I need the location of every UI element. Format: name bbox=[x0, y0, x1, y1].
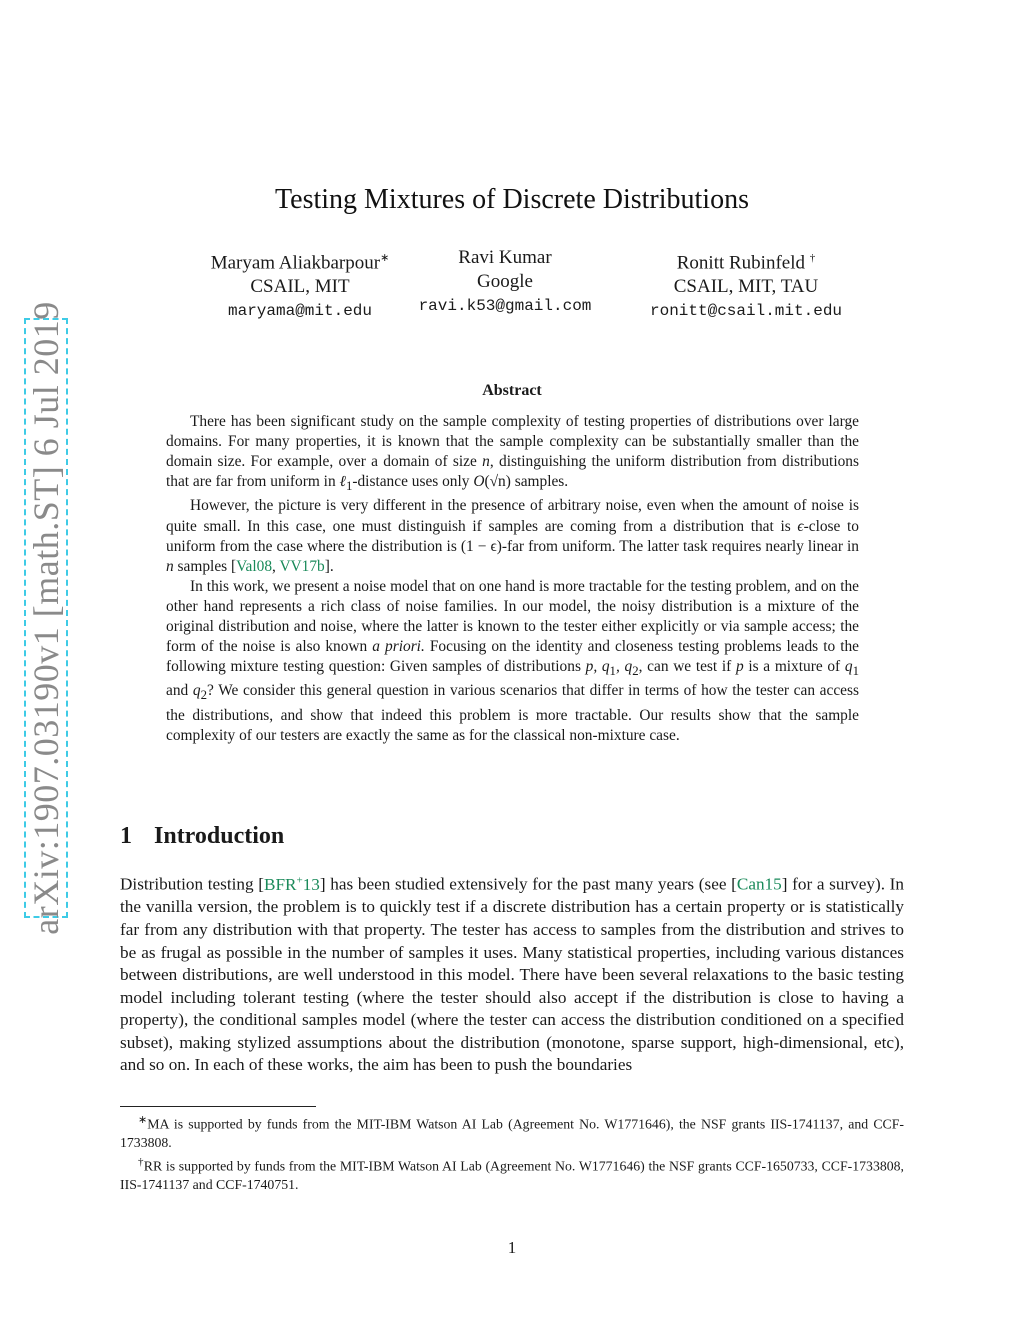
author-email[interactable]: ronitt@csail.mit.edu bbox=[649, 302, 843, 321]
author-block bbox=[392, 246, 618, 318]
author-footnote-mark[interactable]: ∗ bbox=[380, 252, 390, 264]
author-name: Maryam Aliakbarpour bbox=[210, 252, 381, 274]
author-email[interactable]: maryama@mit.edu bbox=[227, 302, 373, 321]
abstract-body bbox=[166, 412, 859, 746]
author-affiliation: CSAIL, MIT, TAU bbox=[673, 276, 819, 298]
citation-link[interactable]: Can15 bbox=[736, 874, 782, 894]
author-name: Ronitt Rubinfeld bbox=[676, 252, 805, 274]
arxiv-identifier[interactable]: arXiv:1907.03190v1 [math.ST] 6 Jul 2019 bbox=[26, 301, 66, 935]
page-number: 1 bbox=[507, 1238, 517, 1257]
author-name: Ravi Kumar bbox=[458, 247, 552, 268]
abstract-paragraph: In this work, we present a noise model that on one hand is more tractable for the testing problem, and on the other hand represents a rich class of noise families. In our model, the noisy distribution is a mixture of the original distribution and noise, where the latter is known to the tester either explicitly or via sample access; the form of the noise is also known a priori. Focusing on the identity and closeness testing problems leads to the following mixture testing question: Given samples of distributions p, $q_1$, $q_2$, can we test if p is a mixture of $q_1$ and $q_2$? We consider this general question in various scenarios that differ in terms of how the tester can access the distributions, and show that indeed this problem is more tractable. Our results show that the sample complexity of our testers are exactly the same as for the classical non-mixture case. bbox=[166, 577, 860, 744]
footnote: ∗MA is supported by funds from the MIT-IBM Watson AI Lab (Agreement No. W1771646), the NSF grants IIS-1741137, and CCF-1733808. bbox=[120, 1114, 904, 1151]
author-block bbox=[628, 246, 864, 323]
author-affiliation: Google bbox=[477, 271, 533, 292]
paper-title: Testing Mixtures of Discrete Distributions bbox=[275, 184, 749, 215]
abstract-paragraph: However, the picture is very different in the presence of arbitrary noise, even when the amount of noise is quite small. In this case, one must distinguish if samples are coming from a distribution that is ϵ-close to uniform from the case where the distribution is (1 − ϵ)-far from uniform. The latter task requires nearly linear in n samples [Val08, VV17b]. bbox=[166, 497, 859, 575]
author-affiliation: CSAIL, MIT bbox=[250, 276, 350, 298]
citation-link[interactable]: VV17b bbox=[279, 557, 325, 575]
intro-paragraph: Distribution testing [BFR+13] has been studied extensively for the past many years (see [Can15] for a survey). In the vanilla version, the problem is to quickly test if a discrete distribution has a certain property or is statistically far from any distribution with that property. The tester has access to samples from the distribution and strives to be as frugal as possible in the number of samples it uses. Many statistical properties, including various distances between distributions, are well understood in this model. There have been several relaxations to the basic testing model including tolerant testing (where the tester should also accept if the distribution is close to having a property), the conditional samples model (where the tester can access the distribution conditioned on a specified subset), making stylized assumptions about the distribution (monotone, sparse support, high-dimensional, etc), and so on. In each of these works, the aim has been to push the boundaries bbox=[120, 874, 904, 1075]
citation-link[interactable]: BFR+13 bbox=[263, 874, 320, 894]
abstract-heading: Abstract bbox=[482, 382, 542, 399]
footnote-rule bbox=[120, 1106, 316, 1107]
footnote: †RR is supported by funds from the MIT-IBM Watson AI Lab (Agreement No. W1771646) the NSF grants CCF-1650733, CCF-1733808, IIS-1741137 and CCF-1740751. bbox=[120, 1155, 905, 1192]
footnotes bbox=[120, 1111, 904, 1194]
section-number: 1 bbox=[120, 823, 132, 849]
author-footnote-mark[interactable]: † bbox=[809, 252, 816, 264]
abstract-paragraph: There has been significant study on the sample complexity of testing properties of distributions over large domains. For many properties, it is known that the sample complexity can be substantially smaller than the domain size. For example, over a domain of size n, distinguishing the uniform distribution from distributions that are far from uniform in ℓ$_1$-distance uses only O(√n) samples. bbox=[166, 413, 859, 494]
citation-link[interactable]: Val08 bbox=[236, 557, 273, 575]
section-title: Introduction bbox=[154, 823, 285, 849]
author-email[interactable]: ravi.k53@gmail.com bbox=[418, 297, 592, 315]
section-heading bbox=[120, 823, 284, 850]
